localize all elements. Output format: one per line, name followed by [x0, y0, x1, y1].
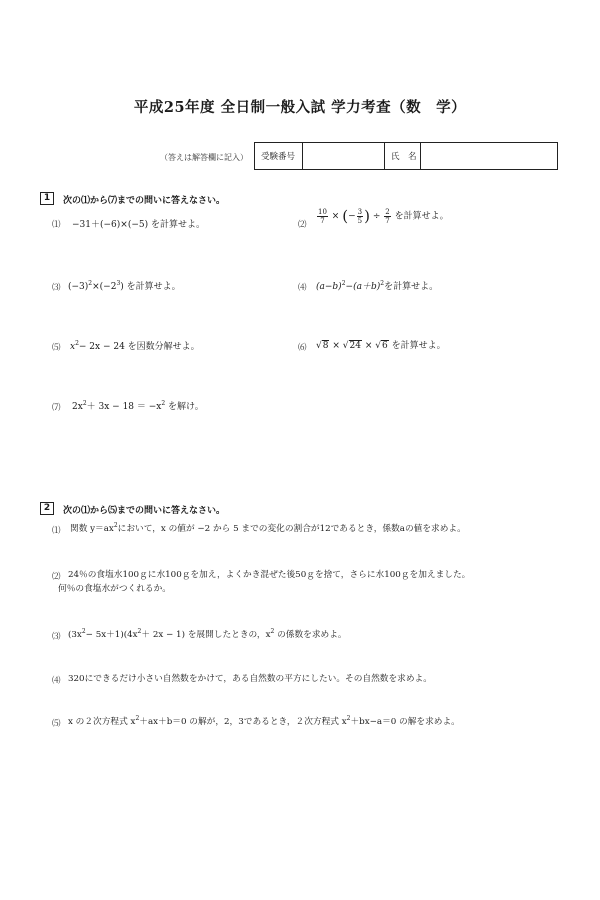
- name-field[interactable]: [421, 143, 557, 169]
- question-text: $2x^2+ 3x - 18 = -x^2$ を解け。: [72, 400, 204, 412]
- question-number: ⑺: [52, 403, 61, 413]
- question-text: $(3x^2- 5x+1)(4x^2+ 2x - 1)$ を展開したときの，$x^2$ の係数を求めよ。: [68, 628, 347, 640]
- question-text: √8 × √24 × √6 を計算せよ。: [316, 341, 446, 351]
- question-number: ⑴: [52, 220, 61, 230]
- question-text: 24％の食塩水100ｇに水100ｇを加え，よくかき混ぜた後50ｇを捨て，さらに水100ｇを加えました。: [68, 570, 471, 580]
- page-title: 平成25年度 全日制一般入試 学力考査（数 学）: [133, 99, 467, 116]
- question-number: ⑸: [52, 719, 61, 729]
- radicand: 8: [322, 341, 329, 351]
- question-text: −31＋(−6)×(−5) を計算せよ。: [72, 220, 205, 230]
- question-text: $x^2- 2x - 24$ を因数分解せよ。: [70, 340, 200, 352]
- radicand: 24: [349, 341, 361, 351]
- exam-number-label: 受験番号: [255, 143, 303, 169]
- section-heading: 次の⑴から⑺までの問いに答えなさい。: [63, 196, 226, 206]
- fraction: $\frac{10}{7}$: [318, 207, 327, 225]
- question-number: ⑶: [52, 632, 61, 642]
- question-number: ⑵: [52, 572, 61, 582]
- fraction: $\frac{2}{7}$: [385, 207, 390, 225]
- exam-id-box: [254, 142, 558, 170]
- question-number: ⑷: [298, 283, 307, 293]
- section-heading: 次の⑴から⑸までの問いに答えなさい。: [63, 506, 226, 516]
- name-label: 氏 名: [385, 143, 421, 169]
- question-number: ⑹: [298, 343, 307, 353]
- question-text: $(a-b)^2-(a+b)^2$を計算せよ。: [316, 280, 439, 292]
- question-number: ⑵: [298, 220, 307, 230]
- question-text: 320にできるだけ小さい自然数をかけて，ある自然数の平方にしたい。その自然数を求めよ。: [68, 674, 432, 684]
- section-number: 2: [40, 502, 54, 515]
- question-number: ⑷: [52, 676, 61, 686]
- section-number: 1: [40, 192, 54, 205]
- question-number: ⑴: [52, 526, 61, 536]
- question-number: ⑸: [52, 343, 61, 353]
- answer-note: （答えは解答欄に記入）: [160, 153, 248, 162]
- question-text: $(-3)^2\times(-2^3)$ を計算せよ。: [68, 280, 181, 292]
- question-text: 関数 $y=ax^2$において，x の値が −2 から 5 までの変化の割合が12であるとき，係数aの値を求めよ。: [70, 522, 466, 534]
- exam-number-field[interactable]: [303, 143, 385, 169]
- radicand: 6: [382, 341, 388, 351]
- question-text-continued: 何％の食塩水がつくれるか。: [58, 584, 171, 594]
- question-number: ⑶: [52, 283, 61, 293]
- question-text: $\frac{10}{7}$ × (− $\frac{3}{5}$ ) ÷ $\frac{2}{7}$ を計算せよ。: [318, 207, 449, 225]
- question-text: x の２次方程式 $x^2+ax+b=0$ の解が，2，3であるとき，２次方程式 $x^2+bx-a=0$ の解を求めよ。: [68, 715, 460, 727]
- fraction: $\frac{3}{5}$: [357, 207, 363, 225]
